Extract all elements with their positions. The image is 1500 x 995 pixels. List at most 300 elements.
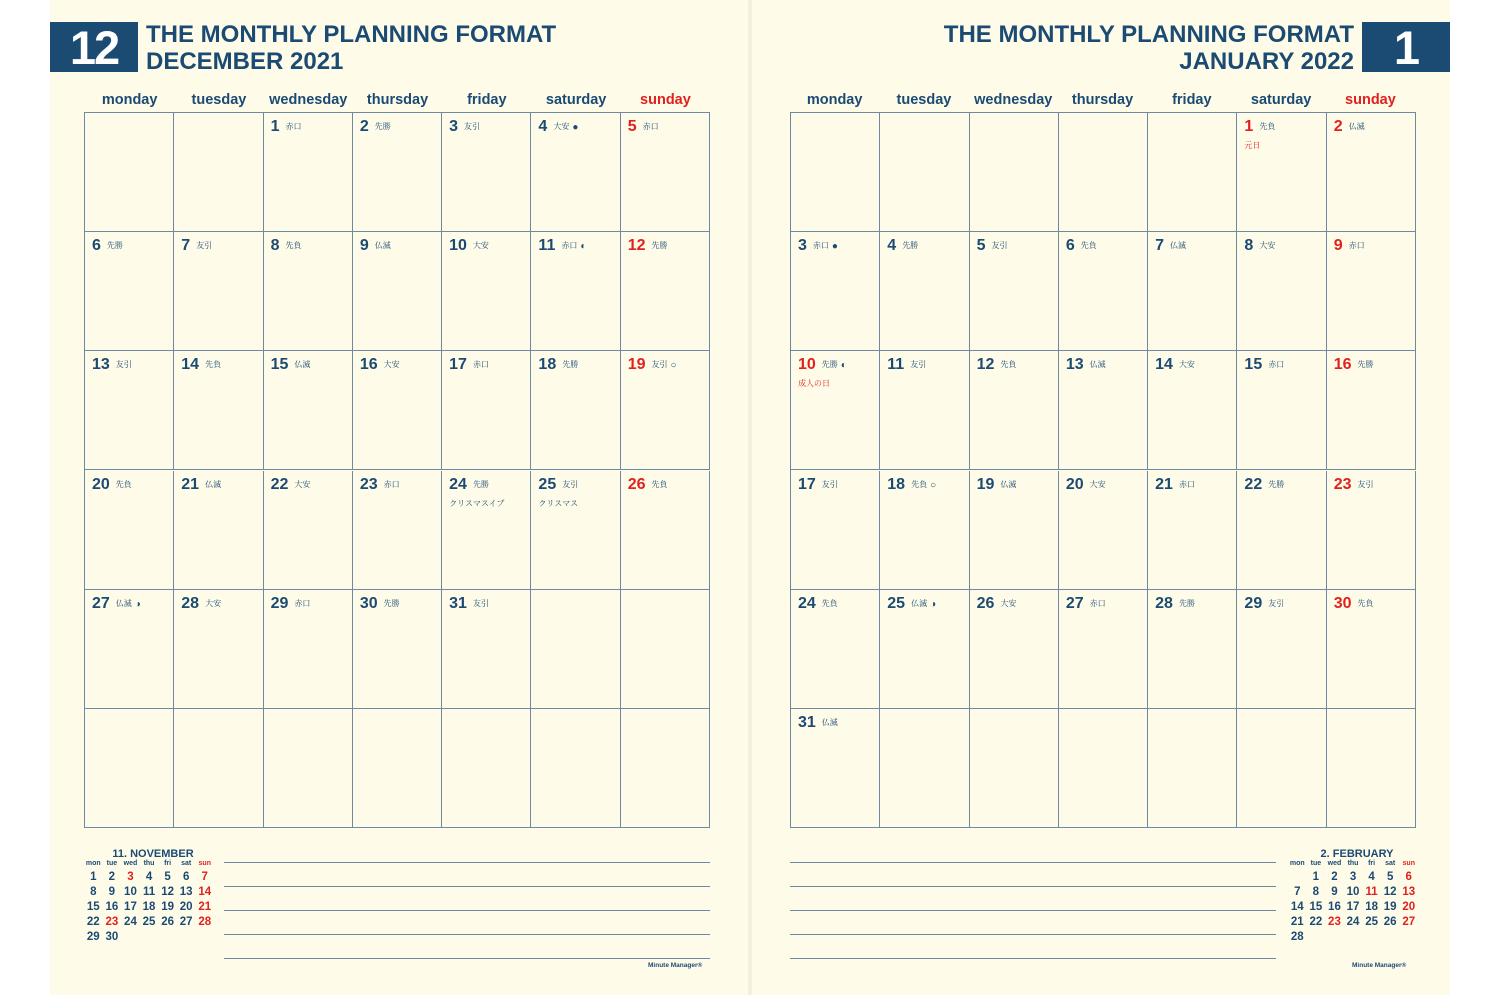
day-number [1155,356,1195,374]
memo-line [224,886,710,887]
mini-day: 18 [1365,901,1378,913]
rokuyo-label: 友引 [196,241,213,251]
mini-day: 22 [86,916,100,928]
day-number-value: 10 [449,237,467,255]
weekday-label: friday [467,92,507,108]
day-number-value: 30 [359,594,378,612]
mini-day: 9 [1331,886,1338,898]
day-number [977,476,1017,494]
mini-day: 4 [145,871,153,883]
rokuyo-label: 先勝 [472,479,489,489]
day-number [1155,237,1186,255]
day-number [449,237,489,255]
empty-cell[interactable] [1327,709,1416,828]
day-number [1244,356,1284,374]
day-cell[interactable] [1148,232,1237,351]
day-number [181,476,221,494]
holiday-label: クリスマスイブ [449,498,505,508]
day-number-value: 15 [270,356,289,374]
mini-empty [1288,871,1307,886]
mini-day: 6 [182,871,190,883]
rokuyo-label: 赤口 [1089,598,1106,608]
day-cell[interactable] [880,590,969,709]
brand-logo: Minute Manager® [648,962,703,969]
mini-day: 7 [201,871,208,883]
day-number [181,595,221,613]
rokuyo-label: 先勝 [821,360,838,370]
day-cell[interactable] [85,351,174,470]
day-cell[interactable] [531,113,620,232]
mini-week-row [84,931,214,946]
mini-week-row [84,871,214,886]
mini-day: 19 [1383,901,1397,913]
day-number [181,237,212,255]
rokuyo-label: 大安 [383,360,400,370]
mini-day: 25 [142,916,156,928]
day-number [1155,476,1195,494]
day-number [1066,237,1097,255]
day-cell[interactable] [1237,351,1326,470]
day-number [360,476,400,494]
day-cell[interactable] [970,590,1059,709]
day-cell[interactable] [174,232,263,351]
rokuyo-label: 大安 [205,598,222,608]
day-number [1244,118,1275,136]
day-number-value: 6 [1065,237,1075,255]
mini-weekday-row [1288,860,1418,871]
weekday-label: sunday [1345,92,1396,108]
day-cell[interactable] [970,471,1059,590]
day-cell[interactable] [85,590,174,709]
day-number [271,118,302,136]
day-cell[interactable] [791,590,880,709]
rokuyo-label: 大安 [553,122,570,131]
day-cell[interactable] [442,471,531,590]
day-cell[interactable] [970,232,1059,351]
day-cell[interactable] [1237,113,1326,232]
day-number [1155,595,1195,613]
day-cell[interactable] [442,232,531,351]
day-number-value: 8 [1244,237,1254,255]
rokuyo-label: 先負 [285,241,302,251]
brand-logo: Minute Manager® [1352,962,1407,969]
day-number-value: 9 [359,237,369,255]
day-number [271,356,311,374]
day-cell[interactable] [791,471,880,590]
moon-phase-icon: ● [572,122,579,133]
mini-day: 23 [1328,916,1341,928]
day-number-value: 26 [627,475,646,493]
memo-line [224,958,710,959]
day-number-value: 9 [1333,237,1343,255]
mini-day: 28 [198,916,212,928]
mini-calendar-november [84,848,214,946]
day-cell[interactable] [880,351,969,470]
rokuyo-label: 赤口 [383,479,400,489]
mini-day: 12 [161,886,174,898]
day-number-value: 7 [1155,237,1165,255]
day-cell[interactable] [791,709,880,828]
empty-cell[interactable] [85,709,174,828]
day-cell[interactable] [531,471,620,590]
day-cell[interactable] [880,471,969,590]
month-badge: 1 [1362,22,1450,72]
page-header [944,21,1354,75]
day-number-value: 27 [92,594,110,612]
mini-day: 2 [1331,871,1338,883]
day-number-value: 29 [1244,594,1263,612]
mini-day: 25 [1365,916,1378,928]
memo-line [790,910,1276,911]
holiday-label: クリスマス [538,498,579,508]
day-number [798,714,838,732]
day-number-value: 12 [627,237,646,255]
empty-cell[interactable] [880,709,969,828]
mini-day: 13 [1402,886,1416,898]
weekday-label: wednesday [974,92,1053,108]
empty-cell[interactable] [85,113,174,232]
mini-week-row [1288,886,1418,901]
mini-day: 1 [1312,871,1320,883]
day-cell[interactable] [353,232,442,351]
day-number-value: 1 [270,118,280,135]
day-cell[interactable] [442,351,531,470]
day-number-value: 13 [92,356,110,374]
day-number [1244,595,1284,613]
day-number-value: 18 [887,475,906,493]
mini-week-row [1288,901,1418,916]
rokuyo-label: 友引 [991,241,1008,251]
day-number [1334,595,1374,613]
empty-cell[interactable] [970,709,1059,828]
day-number-value: 23 [1333,475,1352,493]
empty-cell[interactable] [621,709,710,828]
day-cell[interactable] [353,113,442,232]
mini-weekday-label: fri [164,860,172,867]
day-number [1066,356,1106,374]
day-number [92,356,132,374]
mini-day: 27 [1402,916,1416,928]
rokuyo-label: 先負 [205,360,222,370]
day-cell[interactable] [1327,471,1416,590]
day-number-value: 14 [1155,356,1173,374]
day-cell[interactable] [531,351,620,470]
day-number-value: 11 [538,237,556,255]
rokuyo-label: 大安 [472,241,489,251]
day-number [887,476,936,494]
day-number [271,476,311,494]
mini-day: 20 [1402,901,1416,913]
day-cell[interactable] [621,471,710,590]
day-number-value: 8 [270,237,280,255]
day-cell[interactable] [621,113,710,232]
day-cell[interactable] [85,232,174,351]
day-number-value: 23 [359,475,378,493]
day-cell[interactable] [174,351,263,470]
day-cell[interactable] [621,351,710,470]
day-number [1066,476,1106,494]
rokuyo-label: 先負 [821,598,838,608]
day-cell[interactable] [1237,232,1326,351]
rokuyo-label: 友引 [821,479,838,489]
rokuyo-label: 先負 [1000,360,1017,370]
memo-line [224,862,710,863]
empty-cell[interactable] [264,709,353,828]
mini-day: 17 [1346,901,1360,913]
day-cell[interactable] [1237,590,1326,709]
rokuyo-label: 仏滅 [911,598,928,608]
empty-cell[interactable] [880,113,969,232]
weekday-label: friday [1172,92,1212,108]
day-number-value: 21 [1155,475,1173,493]
day-cell[interactable] [1327,113,1416,232]
planner-title: THE MONTHLY PLANNING FORMAT [943,21,1354,48]
rokuyo-label: 仏滅 [1000,479,1017,489]
day-number-value: 30 [1333,594,1352,612]
day-cell[interactable] [442,590,531,709]
rokuyo-label: 友引 [472,598,489,608]
rokuyo-label: 友引 [1357,479,1374,489]
day-cell[interactable] [970,351,1059,470]
day-cell[interactable] [264,232,353,351]
empty-cell[interactable] [353,709,442,828]
day-number [449,356,489,374]
day-cell[interactable] [353,471,442,590]
day-cell[interactable] [1148,351,1237,470]
day-number [798,595,838,613]
day-cell[interactable] [264,113,353,232]
day-cell[interactable] [621,232,710,351]
rokuyo-label: 友引 [115,360,132,370]
day-cell[interactable] [85,471,174,590]
mini-calendar-february [1288,848,1418,946]
empty-cell[interactable] [1059,113,1148,232]
rokuyo-label: 先勝 [1178,598,1195,608]
mini-day: 15 [86,901,100,913]
empty-cell[interactable] [174,709,263,828]
day-number-value: 2 [359,118,369,135]
mini-week-row [1288,931,1418,946]
day-cell[interactable] [791,232,880,351]
holiday-label: 成人の日 [798,379,830,389]
rokuyo-label: 先勝 [1357,360,1374,370]
day-cell[interactable] [1059,351,1148,470]
holiday-label: 元日 [1244,141,1261,150]
moon-phase-icon: ○ [670,360,677,372]
day-number-value: 16 [1333,356,1352,374]
mini-weekday-label: wed [123,860,138,867]
mini-calendar-title: 11. NOVEMBER [112,848,194,860]
rokuyo-label: 友引 [910,360,927,370]
left-page-december [50,0,748,995]
empty-cell[interactable] [970,113,1059,232]
day-cell[interactable] [264,590,353,709]
day-cell[interactable] [1059,232,1148,351]
day-number-value: 17 [798,475,816,493]
day-cell[interactable] [791,351,880,470]
rokuyo-label: 大安 [1259,241,1276,251]
mini-calendar-title: 2. FEBRUARY [1320,848,1394,860]
day-cell[interactable] [531,232,620,351]
rokuyo-label: 仏滅 [1170,241,1187,251]
day-cell[interactable] [174,471,263,590]
rokuyo-label: 赤口 [642,122,659,131]
rokuyo-label: 大安 [1089,479,1106,489]
day-cell[interactable] [1237,471,1326,590]
day-number-value: 25 [538,475,557,493]
mini-week-row [84,916,214,931]
day-number-value: 28 [1155,594,1173,612]
mini-day: 24 [1346,916,1360,928]
day-cell[interactable] [353,590,442,709]
day-number-value: 17 [449,356,467,374]
month-year-title: DECEMBER 2021 [146,48,344,75]
day-number-value: 6 [92,237,101,255]
empty-cell[interactable] [174,113,263,232]
empty-cell[interactable] [531,709,620,828]
day-number-value: 29 [270,594,289,612]
day-number [1334,356,1374,374]
mini-day: 5 [164,871,171,883]
day-number [271,595,311,613]
rokuyo-label: 仏滅 [1348,122,1365,131]
day-number-value: 28 [181,594,200,612]
day-cell[interactable] [264,351,353,470]
mini-day: 24 [124,916,137,928]
mini-day: 10 [124,886,137,898]
rokuyo-label: 赤口 [294,598,311,608]
mini-day: 19 [161,901,174,913]
day-number-value: 10 [798,356,816,374]
day-number [798,476,838,494]
day-cell[interactable] [1059,471,1148,590]
day-number [977,595,1017,613]
rokuyo-label: 大安 [294,479,311,489]
day-number [271,237,302,255]
day-cell[interactable] [264,471,353,590]
rokuyo-label: 仏滅 [1089,360,1106,370]
day-number-value: 27 [1065,594,1084,612]
mini-weekday-label: fri [1368,860,1376,867]
day-number-value: 11 [887,356,905,374]
memo-line [790,958,1276,959]
day-cell[interactable] [1327,590,1416,709]
day-cell[interactable] [1148,471,1237,590]
day-number [538,237,586,255]
empty-cell[interactable] [442,709,531,828]
day-cell[interactable] [174,590,263,709]
mini-day: 18 [142,901,156,913]
empty-cell[interactable] [791,113,880,232]
month-grid [790,112,1416,828]
day-cell[interactable] [1327,351,1416,470]
day-number [92,595,141,613]
mini-day: 16 [105,901,119,913]
empty-cell[interactable] [531,590,620,709]
mini-day: 27 [179,916,193,928]
mini-day: 21 [1290,916,1304,928]
rokuyo-label: 赤口 [1178,479,1195,489]
mini-day: 11 [1365,886,1378,898]
day-number-value: 19 [627,356,646,374]
day-number [628,356,677,374]
mini-day: 5 [1386,871,1394,883]
moon-phase-icon: ● [831,241,838,253]
mini-weekday-label: wed [1327,860,1342,867]
day-number-value: 4 [887,237,897,255]
mini-day: 26 [1383,916,1397,928]
mini-day: 22 [1309,916,1323,928]
weekday-label: saturday [1250,92,1312,108]
mini-weekday-label: thu [1347,860,1359,867]
rokuyo-label: 友引 [562,479,579,489]
empty-cell[interactable] [621,590,710,709]
rokuyo-label: 友引 [464,122,481,131]
rokuyo-label: 仏滅 [115,598,132,608]
mini-day: 2 [108,871,116,883]
day-cell[interactable] [442,113,531,232]
mini-week-row [1288,871,1418,886]
day-number [538,118,578,136]
planner-title: THE MONTHLY PLANNING FORMAT [146,21,557,48]
day-cell[interactable] [1327,232,1416,351]
right-page-january [752,0,1450,995]
day-number-value: 20 [92,475,110,493]
day-cell[interactable] [353,351,442,470]
day-cell[interactable] [1059,590,1148,709]
memo-line [790,862,1276,863]
rokuyo-label: 大安 [1178,360,1195,370]
moon-phase-icon: ◐ [840,360,847,372]
day-number [92,476,132,494]
mini-day: 28 [1290,931,1304,943]
empty-cell[interactable] [1237,709,1326,828]
rokuyo-label: 先勝 [1268,479,1285,489]
day-number [887,237,918,255]
rokuyo-label: 赤口 [1268,360,1285,370]
day-number [1334,476,1374,494]
day-number-value: 22 [270,475,289,493]
day-number-value: 26 [976,594,995,612]
month-year-title: JANUARY 2022 [1179,48,1354,75]
day-number [887,356,926,374]
mini-day: 8 [1312,886,1320,898]
mini-day: 7 [1294,886,1301,898]
empty-cell[interactable] [1148,113,1237,232]
empty-cell[interactable] [1059,709,1148,828]
rokuyo-label: 先負 [651,479,668,489]
rokuyo-label: 先勝 [374,122,391,131]
day-number-value: 7 [181,237,191,255]
mini-day: 8 [90,886,97,898]
mini-day: 15 [1309,901,1323,913]
day-number-value: 25 [887,594,906,612]
day-number-value: 19 [976,475,995,493]
mini-weekday-label: thu [143,860,155,867]
day-cell[interactable] [1148,590,1237,709]
day-number-value: 24 [798,594,816,612]
mini-day: 16 [1328,901,1341,913]
day-number-value: 3 [798,237,807,255]
day-number-value: 18 [538,356,557,374]
day-number [449,118,480,136]
mini-week-row [1288,916,1418,931]
empty-cell[interactable] [1148,709,1237,828]
day-cell[interactable] [880,232,969,351]
day-number-value: 15 [1244,356,1263,374]
day-number [977,356,1017,374]
rokuyo-label: 仏滅 [374,241,391,251]
